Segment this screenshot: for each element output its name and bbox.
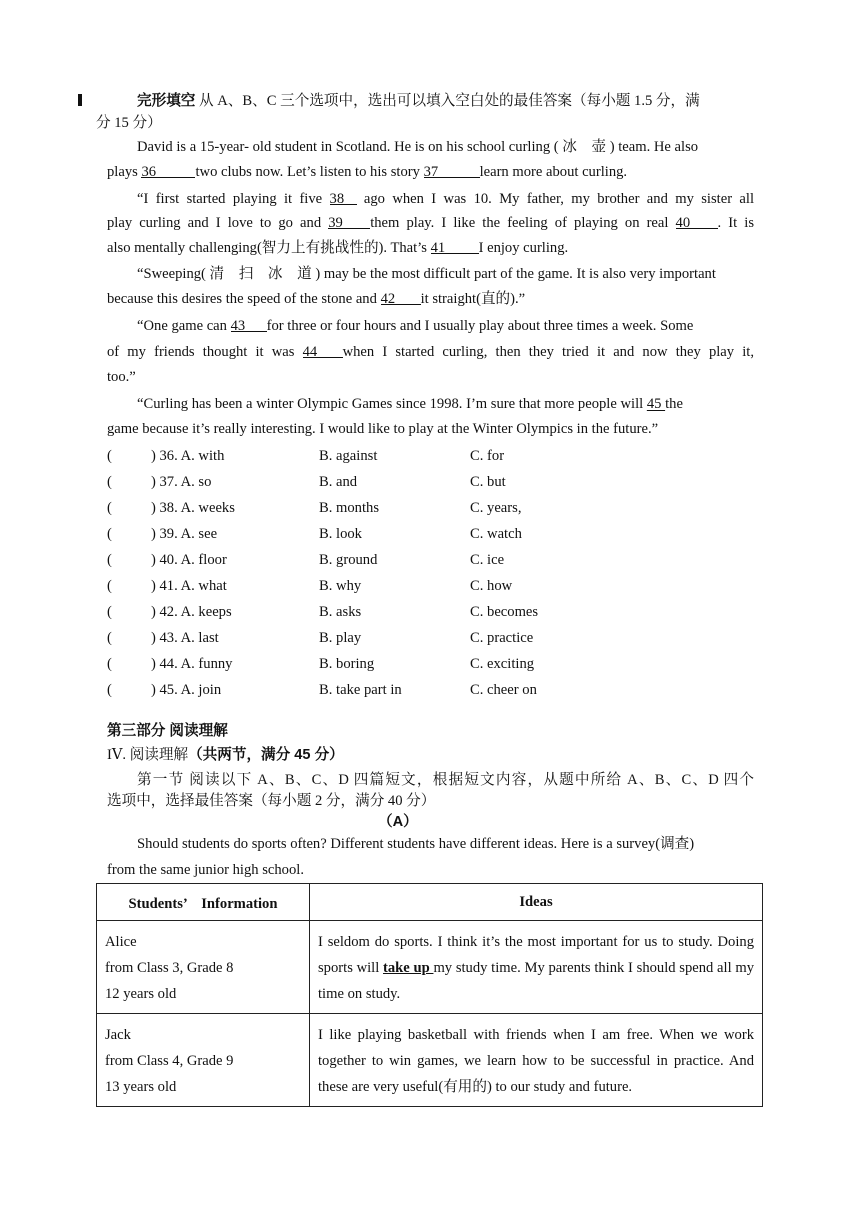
- blank-42: 42: [381, 289, 421, 305]
- option-b: B. look: [319, 526, 362, 542]
- reading-instruction-line1: 第一节 阅读以下 A、B、C、D 四篇短文，根据短文内容，从题中所给 A、B、C、D 四个: [137, 772, 754, 788]
- option-b: B. asks: [319, 604, 362, 620]
- option-a: ) 41. A. what: [151, 578, 227, 594]
- option-c: C. for: [470, 448, 505, 464]
- paragraph-3-line-2: because this desires the speed of the stone and 42 it straight(直的).”: [107, 291, 526, 307]
- paragraph-1-line-1: David is a 15-year- old student in Scotland. He is on his school curling ( 冰 壶 ) team. He also: [137, 139, 699, 155]
- answer-paren-open[interactable]: (: [107, 552, 112, 568]
- blank-38: 38: [330, 189, 357, 205]
- answer-paren-open[interactable]: (: [107, 500, 112, 516]
- option-b: B. and: [319, 474, 358, 490]
- paragraph-2-line-3: also mentally challenging(智力上有挑战性的). That’s 41 I enjoy curling.: [107, 240, 569, 256]
- option-b: B. take part in: [319, 682, 402, 698]
- option-a: ) 45. A. join: [151, 682, 222, 698]
- answer-paren-open[interactable]: (: [107, 604, 112, 620]
- blank-44: 44: [303, 342, 343, 358]
- cloze-instruction-line1: 从 A、B、C 三个选项中，选出可以填入空白处的最佳答案（每小题 1.5 分，满: [199, 93, 700, 109]
- blank-37: 37: [424, 162, 480, 178]
- blank-40: 40: [676, 213, 718, 229]
- paragraph-5-line-1: “Curling has been a winter Olympic Games since 1998. I’m sure that more people will 45 the: [137, 396, 683, 412]
- option-a: ) 44. A. funny: [151, 656, 233, 672]
- option-a: ) 37. A. so: [151, 474, 212, 490]
- passage-intro-line2: from the same junior high school.: [107, 862, 304, 878]
- cloze-title: 完形填空: [137, 93, 196, 109]
- section-marker-icon: [78, 94, 82, 106]
- table-header-row: [97, 884, 763, 921]
- option-c: C. practice: [470, 630, 534, 646]
- answer-paren-open[interactable]: (: [107, 630, 112, 646]
- option-a: ) 39. A. see: [151, 526, 218, 542]
- reading-heading: IⅤ. 阅读理解（共两节，满分 45 分）: [107, 747, 344, 763]
- option-a: ) 40. A. floor: [151, 552, 227, 568]
- paragraph-2-line-2: play curling and I love to go and 39 them play. I like the feeling of playing on real 40 . It is: [107, 215, 754, 231]
- cloze-instruction: [137, 91, 700, 111]
- paragraph-4-line-3: too.”: [107, 369, 136, 385]
- blank-41: 41: [431, 238, 479, 254]
- option-c: C. cheer on: [470, 682, 537, 698]
- option-a: ) 38. A. weeks: [151, 500, 235, 516]
- option-c: C. but: [470, 474, 506, 490]
- passage-label: （A）: [378, 814, 418, 830]
- answer-paren-open[interactable]: (: [107, 682, 112, 698]
- paragraph-2-line-1: “I first started playing it five 38 ago when I was 10. My father, my brother and my sister all: [137, 191, 755, 207]
- cloze-instruction-line2: 分 15 分）: [96, 115, 162, 131]
- student-info-jack: Jack from Class 4, Grade 9 13 years old: [97, 1014, 310, 1107]
- answer-paren-open[interactable]: (: [107, 474, 112, 490]
- answer-paren-open[interactable]: (: [107, 656, 112, 672]
- paragraph-4-line-2: of my friends thought it was 44 when I started curling, then they tried it and now they play it,: [107, 344, 754, 360]
- option-b: B. against: [319, 448, 378, 464]
- blank-39: 39: [328, 213, 370, 229]
- table-row: [97, 1014, 763, 1107]
- answer-paren-open[interactable]: (: [107, 448, 112, 464]
- option-a: ) 42. A. keeps: [151, 604, 232, 620]
- paragraph-3-line-1: “Sweeping( 清 扫 冰 道 ) may be the most difficult part of the game. It is also very important: [137, 266, 716, 282]
- paragraph-5-line-2: game because it’s really interesting. I would like to play at the Winter Olympics in the future.”: [107, 421, 659, 437]
- blank-43: 43: [231, 316, 267, 332]
- take-up-phrase: take up: [383, 960, 434, 976]
- option-b: B. months: [319, 500, 380, 516]
- option-a: ) 36. A. with: [151, 448, 225, 464]
- student-info-alice: Alice from Class 3, Grade 8 12 years old: [97, 921, 310, 1014]
- option-c: C. years,: [470, 500, 522, 516]
- idea-alice: I seldom do sports. I think it’s the most important for us to study. Doing sports will take up my study time. My parents think I should spend all my time on study.: [310, 921, 763, 1014]
- option-b: B. ground: [319, 552, 378, 568]
- reading-instruction-line2: 选项中，选择最佳答案（每小题 2 分，满分 40 分）: [107, 793, 436, 809]
- blank-45: 45: [646, 396, 666, 412]
- option-b: B. why: [319, 578, 362, 594]
- answer-paren-open[interactable]: (: [107, 578, 112, 594]
- table-row: [97, 921, 763, 1014]
- option-c: C. exciting: [470, 656, 535, 672]
- option-b: B. boring: [319, 656, 375, 672]
- idea-jack: I like playing basketball with friends when I am free. When we work together to win games, we learn how to be successful in practice. And these are very useful(有用的) to our study and future.: [310, 1014, 763, 1107]
- passage-intro-line1: Should students do sports often? Different students have different ideas. Here is a survey(调查): [137, 836, 695, 852]
- option-c: C. ice: [470, 552, 505, 568]
- paragraph-1-line-2: plays 36 two clubs now. Let’s listen to his story 37 learn more about curling.: [107, 164, 628, 180]
- option-c: C. how: [470, 578, 513, 594]
- paragraph-4-line-1: “One game can 43 for three or four hours and I usually play about three times a week. Some: [137, 318, 694, 334]
- option-c: C. watch: [470, 526, 522, 542]
- blank-36: 36: [141, 162, 195, 178]
- header-ideas: Ideas: [310, 884, 763, 921]
- option-b: B. play: [319, 630, 362, 646]
- survey-table: [96, 883, 763, 1107]
- option-a: ) 43. A. last: [151, 630, 219, 646]
- part-3-title: 第三部分 阅读理解: [107, 723, 228, 739]
- option-c: C. becomes: [470, 604, 539, 620]
- answer-paren-open[interactable]: (: [107, 526, 112, 542]
- header-students-information: Students’ Information: [97, 884, 310, 921]
